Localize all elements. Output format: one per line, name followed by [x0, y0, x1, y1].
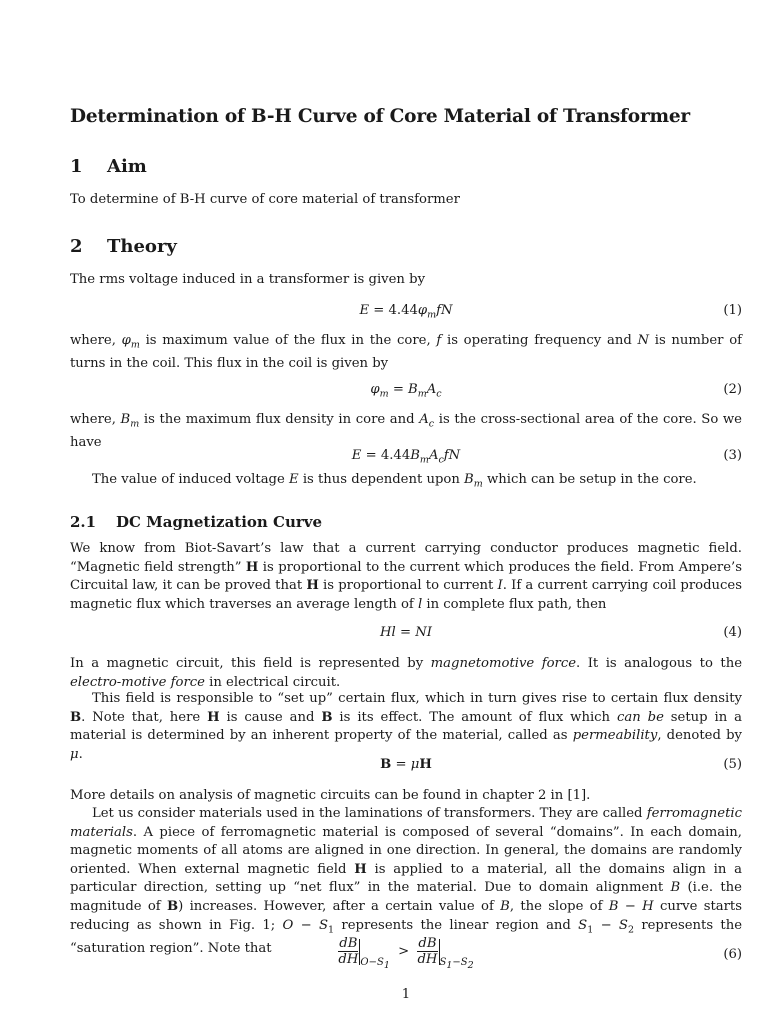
equation-2: $\varphi_m = B_mA_c$ (2)	[370, 382, 742, 400]
subsection-heading-dc-magnetization: 2.1 DC Magnetization Curve	[70, 513, 323, 531]
equation-1: $E = 4.44\varphi_mfN$ (1)	[359, 303, 742, 321]
page-number: 1	[401, 987, 411, 1002]
equation-4: Hl = NI (4)	[70, 623, 742, 643]
paragraph-biot-savart: We know from Biot-Savart’s law that a current carrying conductor produces magnetic field. “Magnetic field strength” H is proportional to the current which produces the field. From Ampere’s Circuital law, it can be proved that H is proportional to current I. If a current carrying coil produces magnetic flux which traverses an average length of l in complete flux path, then	[70, 541, 742, 612]
equation-6: $\frac{dB}{dH}$ $_{O-S_1}$ > $\frac{dB}{dH}$ $_{S_1-S_2}$ (6)	[338, 936, 742, 971]
aim-paragraph: To determine of B-H curve of core material of transformer	[70, 192, 460, 207]
paragraph-induced-voltage: The value of induced voltage E is thus dependent upon $B_m$ which can be setup in the core.	[92, 472, 697, 490]
paragraph-eq1-explanation: where, $\varphi_m$ is maximum value of the flux in the core, f is operating frequency and N is number of turns in the coil. This flux in the coil is given by	[70, 333, 743, 372]
paragraph-permeability: This field is responsible to “set up” certain flux, which in turn gives rise to certain flux density B. Note that, here H is cause and B is its effect. The amount of flux which can be setup in a material is determined by an inherent property of the material, called as permeability, denoted by μ.	[70, 691, 742, 762]
paper-title: Determination of B-H Curve of Core Material of Transformer	[70, 106, 690, 127]
paragraph-eq2-explanation: where, $B_m$ is the maximum flux density in core and $A_c$ is the cross-sectional area of the core. So we have	[70, 412, 742, 451]
paragraph-ferromagnetic: Let us consider materials used in the laminations of transformers. They are called ferromagnetic materials. A piece of ferromagnetic material is composed of several “domains”. In each domain, magnetic moments of all atoms are aligned in one direction. In general, the domains are randomly oriented. When external magnetic field H is applied to a material, all the domains align in a particular direction, setting up “net flux” in the material. Due to domain alignment B (i.e. the magnitude of B) increases. However, after a certain value of B, the slope of B − H curve starts reducing as shown in Fig. 1; $O - S_1$ represents the linear region and $S_1 - S_2$ represents the “saturation region”. Note that	[70, 806, 743, 956]
equation-5: B = μH (5)	[70, 755, 742, 775]
equation-number: (6)	[723, 947, 742, 962]
equation-number: (3)	[723, 448, 742, 463]
equation-number: (4)	[723, 625, 742, 640]
equation-number: (1)	[723, 303, 742, 318]
equation-3: $E = 4.44B_mA_cfN$ (3)	[351, 448, 742, 466]
section-heading-aim: 1 Aim	[70, 156, 147, 177]
theory-intro-paragraph: The rms voltage induced in a transformer is given by	[70, 272, 426, 287]
paragraph-references: More details on analysis of magnetic circuits can be found in chapter 2 in [1].	[70, 788, 591, 803]
equation-number: (2)	[723, 382, 742, 397]
equation-number: (5)	[723, 757, 742, 772]
section-heading-theory: 2 Theory	[70, 236, 177, 257]
paragraph-mmf: In a magnetic circuit, this field is represented by magnetomotive force. It is analogous to the electro-motive force in electrical circuit.	[70, 656, 743, 690]
